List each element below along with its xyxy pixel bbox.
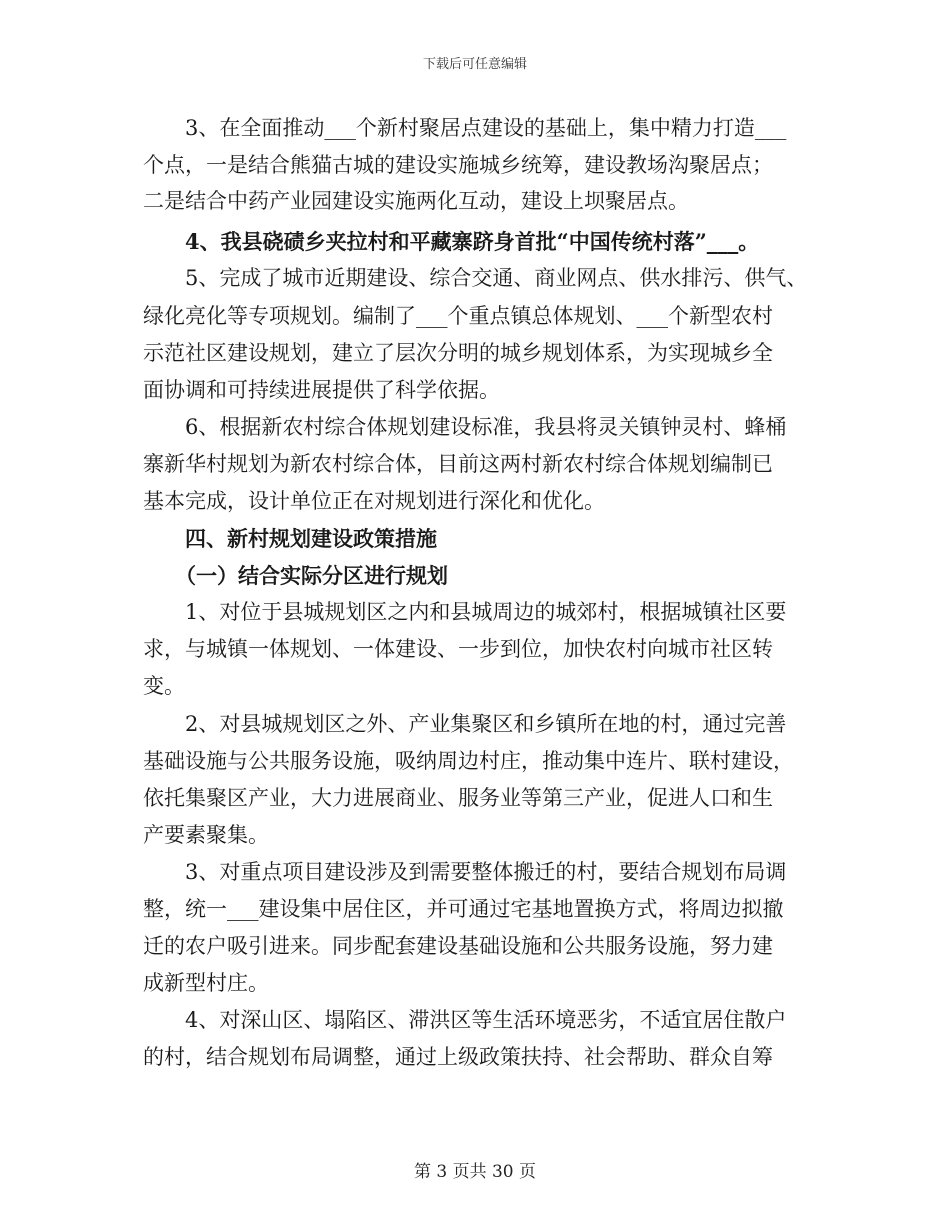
paragraph-line: 3、在全面推动___个新村聚居点建设的基础上，集中精力打造___ bbox=[185, 116, 787, 140]
subsection-heading: （一）结合实际分区进行规划 bbox=[175, 563, 448, 588]
paragraph-line: 基础设施与公共服务设施，吸纳周边村庄，推动集中连片、联村建设， bbox=[143, 749, 794, 773]
paragraph-line: 依托集聚区产业，大力进展商业、服务业等第三产业，促进人口和生 bbox=[143, 786, 773, 810]
paragraph-line: 绿化亮化等专项规划。编制了___个重点镇总体规划、___个新型农村 bbox=[143, 304, 773, 328]
paragraph-line: 4、对深山区、塌陷区、滞洪区等生活环境恶劣，不适宜居住散户 bbox=[185, 1008, 787, 1032]
paragraph-line: 示范社区建设规划，建立了层次分明的城乡规划体系，为实现城乡全 bbox=[143, 341, 773, 365]
paragraph-line: 迁的农户吸引进来。同步配套建设基础设施和公共服务设施，努力建 bbox=[143, 934, 773, 958]
paragraph-line: 1、对位于县城规划区之内和县城周边的城郊村，根据城镇社区要 bbox=[185, 600, 787, 624]
paragraph-line: 3、对重点项目建设涉及到需要整体搬迁的村，要结合规划布局调 bbox=[185, 860, 787, 884]
paragraph-line: 个点，一是结合熊猫古城的建设实施城乡统筹，建设教场沟聚居点； bbox=[143, 153, 773, 177]
paragraph-line: 的村，结合规划布局调整，通过上级政策扶持、社会帮助、群众自筹 bbox=[143, 1045, 773, 1069]
paragraph-line: 变。 bbox=[143, 674, 185, 698]
paragraph-line: 2、对县城规划区之外、产业集聚区和乡镇所在地的村，通过完善 bbox=[185, 712, 787, 736]
paragraph-line: 5、完成了城市近期建设、综合交通、商业网点、供水排污、供气、 bbox=[185, 266, 808, 290]
page-footer: 第 3 页共 30 页 bbox=[413, 1162, 537, 1182]
paragraph-line-bold: 4、我县硗碛乡夹拉村和平藏寨跻身首批“中国传统村落”___。 bbox=[185, 229, 760, 254]
page-header: 下载后可任意编辑 bbox=[422, 57, 527, 72]
paragraph-line: 求，与城镇一体规划、一体建设、一步到位，加快农村向城市社区转 bbox=[143, 637, 773, 661]
section-heading: 四、新村规划建设政策措施 bbox=[185, 526, 437, 551]
paragraph-line: 基本完成，设计单位正在对规划进行深化和优化。 bbox=[143, 489, 605, 513]
paragraph-line: 二是结合中药产业园建设实施两化互动，建设上坝聚居点。 bbox=[143, 189, 689, 213]
paragraph-line: 面协调和可持续进展提供了科学依据。 bbox=[143, 378, 500, 402]
paragraph-line: 6、根据新农村综合体规划建设标准，我县将灵关镇钟灵村、蜂桶 bbox=[185, 415, 787, 439]
paragraph-line: 整，统一___建设集中居住区，并可通过宅基地置换方式，将周边拟撤 bbox=[143, 897, 784, 921]
paragraph-line: 产要素聚集。 bbox=[143, 823, 269, 847]
paragraph-line: 寨新华村规划为新农村综合体，目前这两村新农村综合体规划编制已 bbox=[143, 452, 773, 476]
paragraph-line: 成新型村庄。 bbox=[143, 971, 269, 995]
